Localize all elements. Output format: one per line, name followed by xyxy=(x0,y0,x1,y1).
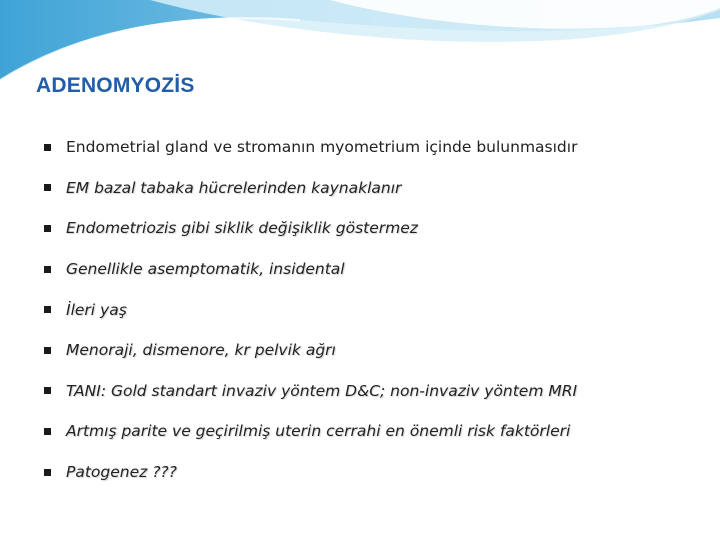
list-item xyxy=(44,208,704,249)
list-item-text: Endometrial gland ve stromanın myometrium içinde bulunmasıdır xyxy=(66,138,578,157)
list-item xyxy=(44,371,704,412)
list-item xyxy=(44,249,704,290)
square-bullet-icon xyxy=(44,184,51,191)
square-bullet-icon xyxy=(44,469,51,476)
list-item-text: Menoraji, dismenore, kr pelvik ağrı xyxy=(66,341,336,360)
list-item-text: TANI: Gold standart invaziv yöntem D&C; non-invaziv yöntem MRI xyxy=(66,381,578,400)
list-item xyxy=(44,168,704,209)
square-bullet-icon xyxy=(44,225,51,232)
list-item xyxy=(44,127,704,168)
slide-title: ADENOMYOZİS xyxy=(36,74,195,97)
square-bullet-icon xyxy=(44,387,51,394)
list-item-text: Patogenez ??? xyxy=(66,463,177,482)
list-item xyxy=(44,452,704,493)
list-item-text: Genellikle asemptomatik, insidental xyxy=(66,260,345,279)
list-item-text: Endometriozis gibi siklik değişiklik göstermez xyxy=(66,219,418,238)
list-item xyxy=(44,289,704,330)
square-bullet-icon xyxy=(44,266,51,273)
square-bullet-icon xyxy=(44,306,51,313)
square-bullet-icon xyxy=(44,144,51,151)
square-bullet-icon xyxy=(44,347,51,354)
list-item-text: Artmış parite ve geçirilmiş uterin cerrahi en önemli risk faktörleri xyxy=(66,422,571,441)
list-item-text: İleri yaş xyxy=(66,300,127,319)
square-bullet-icon xyxy=(44,428,51,435)
list-item xyxy=(44,330,704,371)
list-item xyxy=(44,411,704,452)
list-item-text: EM bazal tabaka hücrelerinden kaynaklanır xyxy=(66,178,402,197)
bullet-list xyxy=(44,127,704,492)
